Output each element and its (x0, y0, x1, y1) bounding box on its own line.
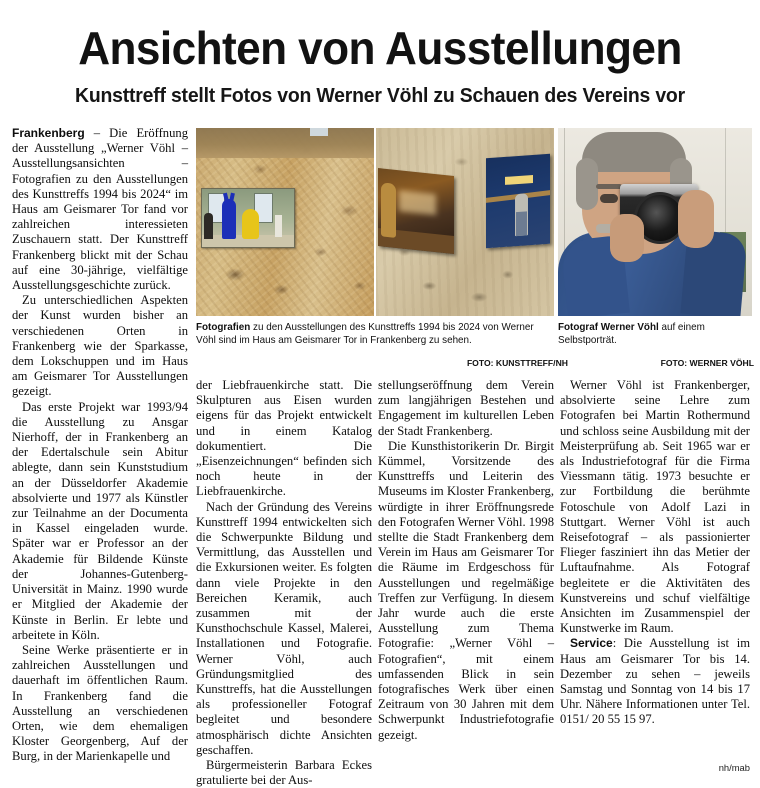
caption-left (196, 322, 549, 347)
caption-right (558, 322, 744, 347)
paragraph: Die Kunsthistorikerin Dr. Birgit Kümmel, Vorsitzende des Kunsttreffs und Leiterin des Museums im Kloster Frankenberg, würdigte in ihrer Eröffnungsrede den Fotografen Werner Vöhl. 1998 stellte die Stadt Frankenberg dem Verein im Haus am Geismarer Tor die Räume im Erdgeschoss für Ausstellungen und regelmäßige Treffen zur Verfügung. In diesem Jahr wurde auch die erste Ausstellung zum Thema Fotografie: „Werner Vöhl – Fotografien“, mit einem umfassenden Blick in sein fotografisches Werk über einen Zeitraum von 30 Jahren mit dem Schwerpunkt Industriefotografie gezeigt. (378, 438, 554, 742)
yellow-sculpture (242, 209, 259, 239)
photo-exhibition-stonewall (196, 128, 374, 316)
paragraph: Bürgermeisterin Barbara Eckes gratulierte bei der Aus- (196, 758, 372, 788)
portrait-background (558, 128, 752, 316)
caption-left-text: zu den Ausstellungen des Kunsttreffs 1994 bis 2024 von Werner Vöhl sind im Haus am Geismarer Tor in Frankenberg zu sehen. (196, 322, 534, 346)
sky-gap (310, 128, 328, 136)
right-hand (678, 190, 714, 248)
page-subtitle: Kunsttreff stellt Fotos von Werner Vöhl zu Schauen des Vereins vor (75, 85, 685, 107)
blue-sculpture (222, 199, 236, 239)
eye (600, 194, 618, 203)
hair-left (576, 158, 598, 210)
paragraph: Das erste Projekt war 1993/94 die Ausstellung zu Ansgar Nierhoff, der in Frankenberg an der Edertalschule sein Abitur ablegte, dann sein Kunststudium an der Düsseldorfer Akademie absolvierte und 1977 als Künstler zur Teilnahme an der Documenta in Kassel eingeladen wurde. Später war er Professor an der Akademie für Bildende Künste der Johannes-Gutenberg-Universität in Mainz. 1990 wurde er Mitglied der Akademie der Künste in Berlin. Er lebte und arbeitete in Köln. (12, 399, 188, 642)
photo-credit-right: FOTO: WERNER VÖHL (660, 358, 754, 368)
caption-right-text: auf einem Selbstporträt. (558, 322, 705, 346)
body-column-1 (12, 126, 188, 765)
paragraph (12, 126, 188, 293)
paragraph-service (560, 636, 750, 727)
article-byline: nh/mab (718, 762, 750, 773)
worker-legs (516, 211, 527, 236)
dark-sculpture (204, 213, 213, 239)
photo-portrait-werner-voehl (558, 128, 752, 316)
body-column-3 (378, 378, 554, 743)
service-label: Service (570, 636, 613, 651)
paragraph: Nach der Gründung des Vereins Kunsttreff 1994 entwickelten sich die Schwerpunkte Bildung und Vermittlung, das Ausstellen und die Exkursionen weiter. Es folgten dann viele Projekte in den Bereichen Keramik, auch zusammen mit der Kunsthochschule Kassel, Malerei, Installationen und Fotografie. Werner Vöhl, auch Gründungsmitglied des Kunsttreffs, hat die Ausstellungen als professioneller Fotograf begleitet und besondere atmosphärisch dichte Ansichten geschaffen. (196, 499, 372, 757)
eyebrow (596, 184, 622, 189)
gold-figure (381, 182, 396, 238)
framed-photo-sculptures (201, 188, 295, 248)
interior-light (399, 191, 435, 215)
white-pedestal (275, 215, 282, 237)
paragraph: der Liebfrauenkirche statt. Die Skulpturen aus Eisen wurden eigens für das Projekt entwickelt und in einem Katalog dokumentiert. Die „Eisenzeichnungen“ befinden sich noch heute in der Liebfrauenkirche. (196, 378, 372, 499)
wall-top-band (196, 128, 374, 158)
paragraph: Seine Werke präsentierte er in zahlreichen Ausstellungen und dauerhaft im öffentlichen Raum. In Frankenberg fand die Ausstellung an verschiedenen Orten, wie dem ehemaligen Kloster Georgenberg, Auf der Burg, in der Marienkapelle und (12, 642, 188, 764)
print-right-nightscene (486, 154, 550, 248)
paragraph: Werner Vöhl ist Frankenberger, absolvierte seine Lehre zum Fotografen bei Martin Rothermund und schloss seine Ausbildung mit der Meisterprüfung ab. Seit 1965 war er als Industriefotograf für die Firma Viessmann tätig. 1973 besuchte er zur Fortbildung die berühmte Fotoschule von Adolf Lazi in Stuttgart. Werner Vöhl ist auch Reisefotograf – als passionierter Flieger fasziniert ihn das Metier der Luftaufnahme. Als Fotograf begleitete er die Aktivitäten des Kunstvereins und schuf vielfältige Ansichten im Zusammenspiel der Kunstwerke im Raum. (560, 378, 750, 636)
left-hand (610, 214, 644, 262)
caption-left-lead: Fotografien (196, 322, 251, 333)
body-column-4 (560, 378, 750, 728)
paragraph-text: – Die Eröffnung der Ausstellung „Werner Vöhl – Ausstellungsansichten – Fotografien zu den Ausstellungen des Kunsttreffs 1994 bis 2024“ im Haus am Geismarer Tor fand vor zahlreichen interessieten Zuschauern statt. Der Kunsttreff Frankenberg blickt mit der Schau auf eine 30-jährige, vielfältige Ausstellungsgeschichte zurück. (12, 126, 188, 293)
caption-right-lead: Fotograf Werner Vöhl (558, 322, 659, 333)
photo-two-prints-on-wall (376, 128, 554, 316)
photo-credit-left: FOTO: KUNSTTREFF/NH (466, 358, 568, 368)
lit-window (505, 175, 533, 185)
print-left-interior (378, 168, 454, 254)
dateline: Frankenberg (12, 126, 85, 140)
paragraph: Zu unterschiedlichen Aspekten der Kunst wurden bisher an verschiedenen Orten in Frankenberg wie der Sparkasse, dem Lokschuppen und im Haus am Geismarer Tor Ausstellungen gezeigt. (12, 293, 188, 399)
paragraph: stellungseröffnung dem Verein zum langjährigen Bestehen und Engagement im kulturellen Leben der Stadt Frankenberg. (378, 378, 554, 438)
body-column-2 (196, 378, 372, 788)
page-title: Ansichten von Ausstellungen (78, 22, 682, 74)
service-text: : Die Ausstellung ist im Haus am Geismarer Tor bis 14. Dezember zu sehen – jeweils Samstag und Sonntag von 14 bis 17 Uhr. Nähere Informationen unter Tel. 0151/ 20 55 15 97. (560, 636, 750, 727)
